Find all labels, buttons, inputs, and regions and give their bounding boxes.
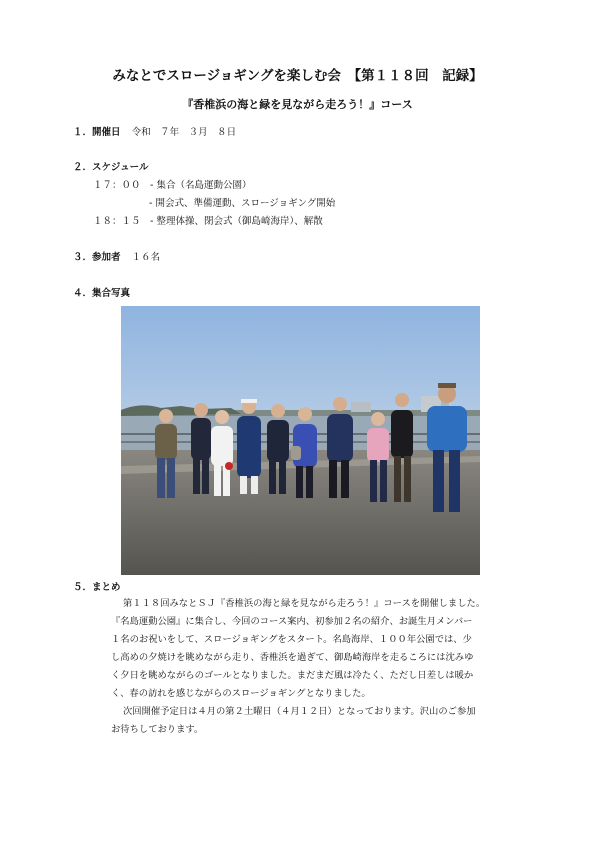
section-label: 集合写真 [92,288,131,299]
group-photo-illustration [121,306,480,575]
section-photo [73,285,130,299]
participant-count: １６名 [131,252,161,263]
document-title: みなとでスロージョギングを楽しむ会 【第１１８回 記録】 [112,68,483,84]
section-number: ２． [73,162,93,173]
section-date [73,124,236,138]
section-summary [73,579,121,593]
summary-line: 『名島運動公園』に集合し、今回のコース案内、初参加２名の紹介、お誕生月メンバー [111,616,473,627]
group-photo [121,306,480,575]
section-label: まとめ [92,582,121,593]
section-schedule [73,159,148,173]
section-label: スケジュール [92,162,149,173]
summary-line: 次回開催予定日は４月の第２土曜日（４月１２日）となっております。沢山のご参加 [123,706,476,717]
section-label: 参加者 [92,252,121,263]
course-subtitle: 『香椎浜の海と緑を見ながら走ろう！』コース [182,98,413,111]
summary-line: く夕日を眺めながらのゴールとなりました。まだまだ風は冷たく、ただし日差しは暖か [111,670,474,681]
section-number: ４． [73,288,93,299]
section-label: 開催日 [92,127,121,138]
section-participants [73,249,160,263]
section-number: ３． [73,252,93,263]
schedule-line: - 開会式、準備運動、スロージョギング開始 [149,198,336,209]
section-number: ５． [73,582,93,593]
schedule-line: １７：００ - 集合（名島運動公園） [93,180,252,191]
summary-line: し高めの夕焼けを眺めながら走り、香椎浜を過ぎて、御島崎海岸を走るころには沈みゆ [111,652,474,663]
summary-line: お待ちしております。 [111,724,204,735]
summary-line: １名のお祝いをして、スロージョギングをスタート。名島海岸、１００年公園では、少 [111,634,472,645]
section-number: １． [73,127,93,138]
summary-line: く、春の訪れを感じながらのスロージョギングとなりました。 [111,688,371,699]
schedule-line: １８：１５ - 整理体操、閉会式（御島崎海岸）、解散 [93,216,323,227]
summary-line: 第１１８回みなとＳＪ『香椎浜の海と緑を見ながら走ろう！』コースを開催しました。 [123,598,486,609]
event-date: 令和 ７年 ３月 ８日 [131,127,237,138]
